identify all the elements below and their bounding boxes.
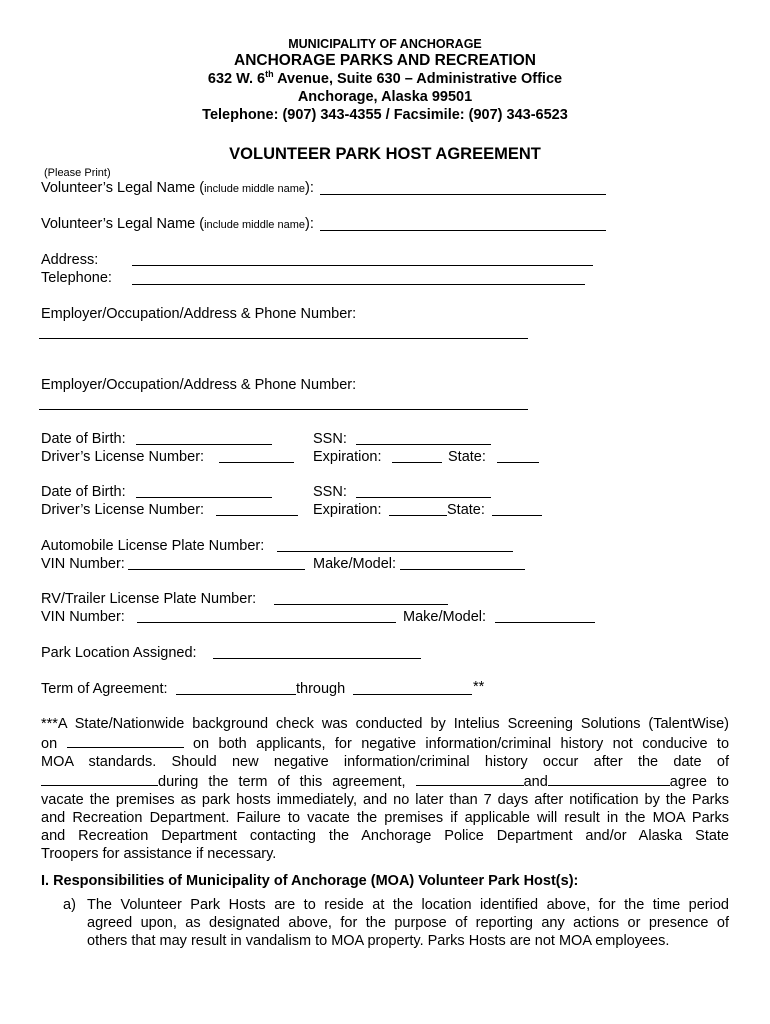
bg-line-8: Troopers for assistance if necessary. — [41, 846, 277, 862]
item-a-marker: a) — [63, 897, 76, 913]
term-through-label: through — [296, 681, 346, 697]
rv-make-model-field[interactable] — [495, 622, 595, 623]
term-start-field[interactable] — [176, 694, 296, 695]
term-end-field[interactable] — [353, 694, 472, 695]
please-print-note: (Please Print) — [44, 167, 111, 179]
bg-host-2-field[interactable] — [548, 771, 670, 786]
rv-plate-label: RV/Trailer License Plate Number: — [41, 591, 257, 607]
bg-date-field[interactable] — [41, 771, 158, 786]
ssn-1-field[interactable] — [356, 444, 491, 445]
rv-plate-field[interactable] — [274, 604, 448, 605]
dob-1-label: Date of Birth: — [41, 431, 126, 447]
telephone-field[interactable] — [132, 284, 585, 285]
term-label: Term of Agreement: — [41, 681, 168, 697]
address-label: Address: — [41, 252, 99, 268]
document-title: VOLUNTEER PARK HOST AGREEMENT — [229, 145, 541, 163]
bg-check-date-field[interactable] — [67, 733, 184, 748]
ssn-1-label: SSN: — [313, 431, 347, 447]
header-address-sup: th — [265, 69, 274, 80]
legal-name-1-text: Volunteer’s Legal Name ( — [41, 180, 205, 196]
term-mark: ** — [473, 679, 485, 695]
auto-vin-field[interactable] — [128, 569, 305, 570]
ssn-2-field[interactable] — [356, 497, 491, 498]
ssn-2-label: SSN: — [313, 484, 347, 500]
auto-vin-label: VIN Number: — [41, 556, 125, 572]
bg-line-5: vacate the premises as park hosts immediately, and no later than 7 days after notification by the Parks — [41, 792, 729, 808]
auto-make-model-label: Make/Model: — [313, 556, 397, 572]
section-1-heading: I. Responsibilities of Municipality of Anchorage (MOA) Volunteer Park Host(s): — [41, 873, 579, 889]
rv-vin-label: VIN Number: — [41, 609, 125, 625]
item-a-line-3: others that may result in vandalism to MOA property. Parks Hosts are not MOA employees. — [87, 933, 670, 949]
bg-line-4-and: and — [523, 774, 548, 790]
legal-name-2-close: ): — [304, 216, 314, 232]
legal-name-1-field[interactable] — [320, 194, 606, 195]
bg-line-4 — [41, 771, 729, 791]
item-a-line-1: The Volunteer Park Hosts are to reside at the location identified above, for the time period — [87, 897, 729, 913]
park-location-field[interactable] — [213, 658, 421, 659]
legal-name-2-hint: include middle name — [204, 219, 305, 231]
legal-name-2-label — [41, 215, 314, 234]
legal-name-1-hint: include middle name — [204, 183, 305, 195]
employer-2-field[interactable] — [39, 409, 528, 410]
state-2-field[interactable] — [492, 515, 542, 516]
employer-2-label: Employer/Occupation/Address & Phone Number: — [41, 377, 357, 393]
bg-line-2-on: on — [41, 736, 58, 752]
rv-make-model-label: Make/Model: — [403, 609, 487, 625]
auto-plate-label: Automobile License Plate Number: — [41, 538, 265, 554]
legal-name-1-close: ): — [304, 180, 314, 196]
bg-line-3: MOA standards. Should new negative information/criminal history occur after the date of — [41, 754, 729, 770]
background-check-paragraph — [41, 715, 729, 863]
bg-line-6: and Recreation Department. Failure to vacate the premises if applicable will result in the MOA Parks — [41, 810, 729, 826]
state-1-field[interactable] — [497, 462, 539, 463]
legal-name-1-label — [41, 179, 314, 198]
auto-plate-field[interactable] — [277, 551, 513, 552]
bg-line-4-during: during the term of this agreement, — [158, 774, 406, 790]
dob-2-field[interactable] — [136, 497, 272, 498]
expiration-2-label: Expiration: — [313, 502, 382, 518]
item-a-text — [87, 896, 729, 950]
expiration-1-label: Expiration: — [313, 449, 382, 465]
state-1-label: State: — [448, 449, 486, 465]
dl-1-field[interactable] — [219, 462, 294, 463]
legal-name-2-text: Volunteer’s Legal Name ( — [41, 216, 205, 232]
header-address-office: Avenue, Suite 630 – Administrative Office — [273, 71, 563, 87]
dob-1-field[interactable] — [136, 444, 272, 445]
employer-1-field[interactable] — [39, 338, 528, 339]
dob-2-label: Date of Birth: — [41, 484, 126, 500]
bg-line-2-rest: on both applicants, for negative information/criminal history not conducive to — [192, 736, 730, 752]
address-field[interactable] — [132, 265, 593, 266]
bg-line-1: ***A State/Nationwide background check was conducted by Intelius Screening Solutions (TalentWise) — [41, 716, 729, 732]
header-city: Anchorage, Alaska 99501 — [297, 89, 473, 105]
dl-2-label: Driver’s License Number: — [41, 502, 205, 518]
header-address — [0, 71, 770, 87]
employer-1-label: Employer/Occupation/Address & Phone Number: — [41, 306, 357, 322]
header-contact: Telephone: (907) 343-4355 / Facsimile: (907) 343-6523 — [202, 107, 568, 123]
dl-1-label: Driver’s License Number: — [41, 449, 205, 465]
header-municipality: MUNICIPALITY OF ANCHORAGE — [288, 37, 482, 51]
legal-name-2-field[interactable] — [320, 230, 606, 231]
rv-vin-field[interactable] — [137, 622, 396, 623]
telephone-label: Telephone: — [41, 270, 112, 286]
header-address-street: 632 W. 6 — [207, 71, 266, 87]
header-department: ANCHORAGE PARKS AND RECREATION — [234, 52, 536, 69]
dl-2-field[interactable] — [216, 515, 298, 516]
state-2-label: State: — [447, 502, 485, 518]
auto-make-model-field[interactable] — [400, 569, 525, 570]
expiration-1-field[interactable] — [392, 462, 442, 463]
item-a-line-2: agreed upon, as designated above, for the purpose of reporting any actions or presence of — [87, 915, 729, 931]
bg-line-2 — [41, 733, 729, 753]
expiration-2-field[interactable] — [389, 515, 447, 516]
bg-line-7: and Recreation Department contacting the Anchorage Police Department and/or Alaska State — [41, 828, 729, 844]
bg-host-1-field[interactable] — [416, 771, 524, 786]
park-location-label: Park Location Assigned: — [41, 645, 197, 661]
bg-line-4-agree: agree to — [669, 774, 729, 790]
